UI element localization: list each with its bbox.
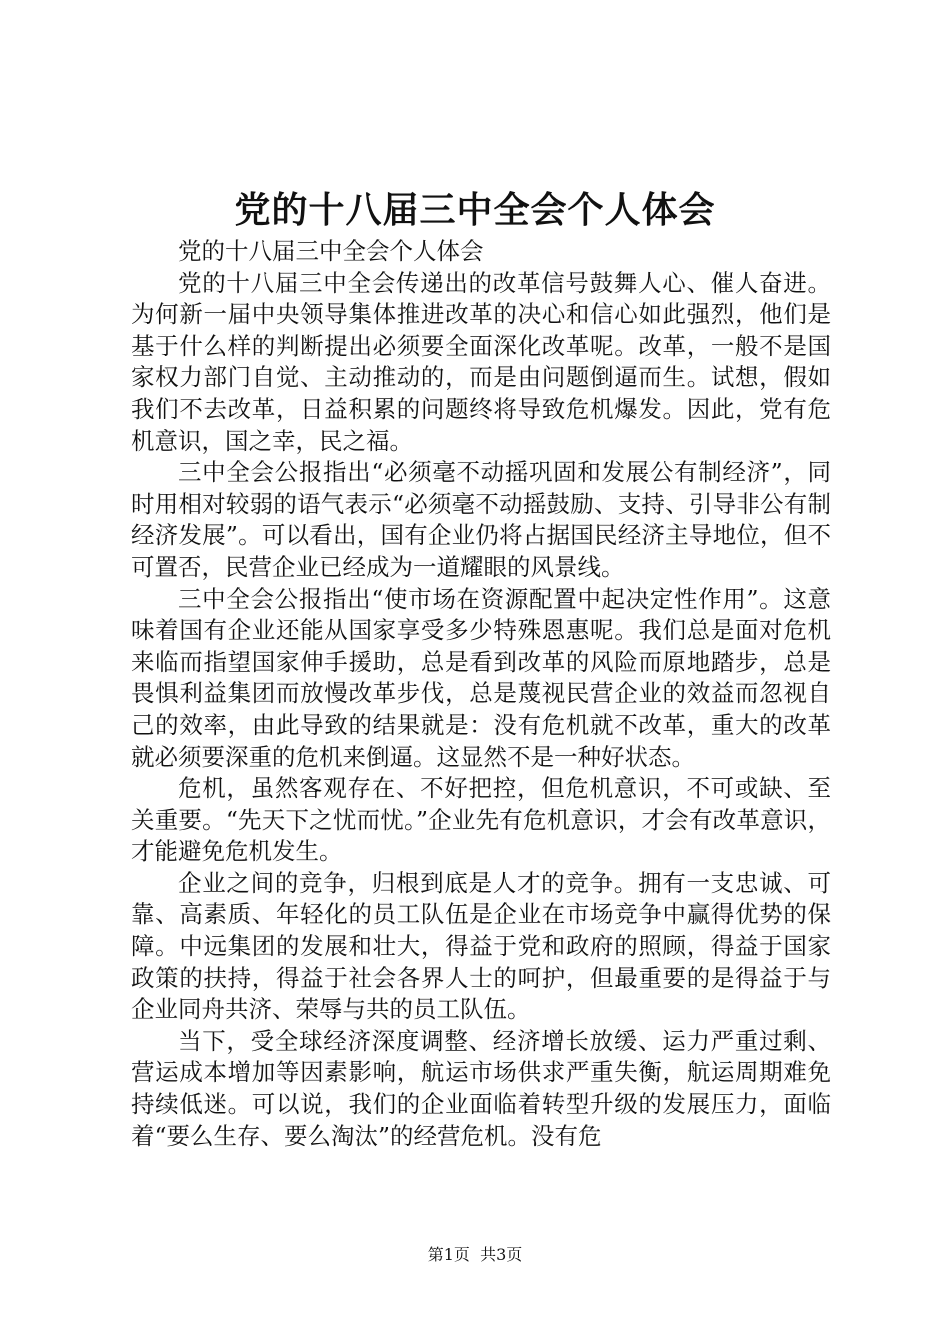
paragraph-6: 当下，受全球经济深度调整、经济增长放缓、运力严重过剩、营运成本增加等因素影响，航运市场供求严重失衡，航运周期难免持续低迷。可以说，我们的企业面临着转型升级的发展压力，面临着“要么生存、要么淘汰”的经营危机。没有危 (131, 1026, 831, 1150)
paragraph-4: 危机，虽然客观存在、不好把控，但危机意识，不可或缺、至关重要。“先天下之忧而忧。”企业先有危机意识，才会有改革意识，才能避免危机发生。 (131, 774, 831, 866)
paragraph-2: 三中全会公报指出“必须毫不动摇巩固和发展公有制经济”，同时用相对较弱的语气表示“必须毫不动摇鼓励、支持、引导非公有制经济发展”。可以看出，国有企业仍将占据国民经济主导地位，但不可置否，民营企业已经成为一道耀眼的风景线。 (131, 458, 831, 581)
document-body (131, 236, 831, 1152)
document-subtitle: 党的十八届三中全会个人体会 (178, 237, 484, 265)
paragraph-5: 企业之间的竞争，归根到底是人才的竞争。拥有一支忠诚、可靠、高素质、年轻化的员工队伍是企业在市场竞争中赢得优势的保障。中远集团的发展和壮大，得益于党和政府的照顾，得益于国家政策的扶持，得益于社会各界人士的呵护，但最重要的是得益于与企业同舟共济、荣辱与共的员工队伍。 (131, 868, 831, 1024)
document-title: 党的十八届三中全会个人体会 (234, 189, 716, 231)
paragraph-3: 三中全会公报指出“使市场在资源配置中起决定性作用”。这意味着国有企业还能从国家享受多少特殊恩惠呢。我们总是面对危机来临而指望国家伸手援助，总是看到改革的风险而原地踏步，总是畏惧利益集团而放慢改革步伐，总是蔑视民营企业的效益而忽视自己的效率，由此导致的结果就是：没有危机就不改革，重大的改革就必须要深重的危机来倒逼。这显然不是一种好状态。 (131, 584, 831, 771)
paragraph-1: 党的十八届三中全会传递出的改革信号鼓舞人心、催人奋进。为何新一届中央领导集体推进改革的决心和信心如此强烈，他们是基于什么样的判断提出必须要全面深化改革呢。改革，一般不是国家权力部门自觉、主动推动的，而是由问题倒逼而生。试想，假如我们不去改革，日益积累的问题终将导致危机爆发。因此，党有危机意识，国之幸，民之福。 (131, 268, 831, 455)
page-footer (0, 1244, 950, 1266)
page-number: 第1页 共3页 (427, 1245, 523, 1264)
